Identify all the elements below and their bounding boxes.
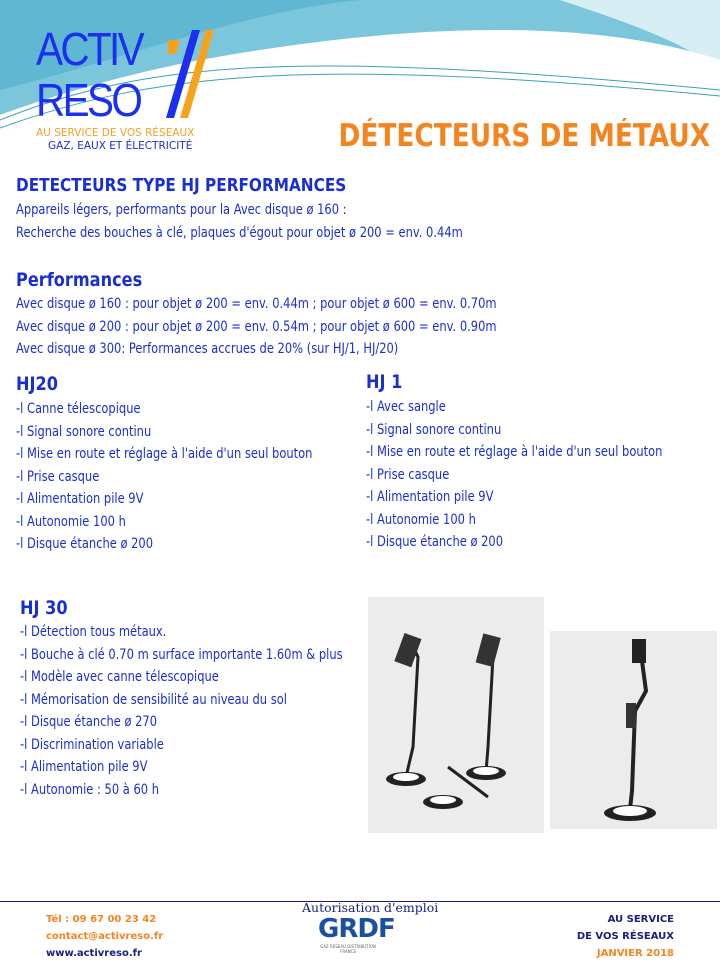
footer-email[interactable]: contact@activreso.fr bbox=[46, 931, 164, 942]
hj1-item: -l Avec sangle bbox=[366, 399, 446, 415]
hj20-item: -l Prise casque bbox=[16, 468, 100, 485]
hj1-item: -l Autonomie 100 h bbox=[366, 511, 476, 528]
logo-tagline-2: GAZ, EAUX ET ÉLECTRICITÉ bbox=[48, 140, 193, 152]
footer-date: JANVIER 2018 bbox=[596, 948, 674, 959]
hj1-item: -l Prise casque bbox=[366, 466, 450, 483]
hj30-item: -l Bouche à clé 0.70 m surface importante 1.60m & plus bbox=[20, 646, 343, 663]
hj1-item: -l Disque étanche ø 200 bbox=[366, 534, 504, 550]
hj20-heading: HJ20 bbox=[16, 373, 59, 395]
logo-slash-icon bbox=[160, 30, 220, 120]
footer-slogan-1: AU SERVICE bbox=[607, 914, 674, 925]
hj30-heading: HJ 30 bbox=[20, 597, 68, 619]
hj-detectors-photo bbox=[368, 597, 544, 833]
footer-authorization: Autorisation d'emploi bbox=[302, 900, 439, 915]
hj30-item: -l Autonomie : 50 à 60 h bbox=[20, 781, 160, 798]
footer-phone: Tél : 09 67 00 23 42 bbox=[46, 914, 157, 925]
hj1-item: -l Signal sonore continu bbox=[366, 421, 502, 438]
footer-slogan-2: DE VOS RÉSEAUX bbox=[576, 931, 674, 942]
performance-line: Avec disque ø 300: Performances accrues de 20% (sur HJ/1, HJ/20) bbox=[16, 341, 399, 357]
intro-line: Recherche des bouches à clé, plaques d'égout pour objet ø 200 = env. 0.44m bbox=[16, 224, 463, 241]
intro-text bbox=[16, 199, 463, 244]
hj1-item: -l Alimentation pile 9V bbox=[366, 489, 494, 505]
hj30-detector-photo bbox=[550, 631, 717, 829]
intro-line: Appareils légers, performants pour la Avec disque ø 160 : bbox=[16, 202, 347, 218]
hj20-item: -l Autonomie 100 h bbox=[16, 513, 126, 530]
hj20-item: -l Mise en route et réglage à l'aide d'un seul bouton bbox=[16, 446, 313, 462]
hj30-item: -l Discrimination variable bbox=[20, 736, 164, 753]
performances-text bbox=[16, 293, 497, 361]
hj20-item: -l Signal sonore continu bbox=[16, 423, 152, 440]
hj20-item: -l Alimentation pile 9V bbox=[16, 491, 144, 507]
hj1-list bbox=[366, 396, 662, 554]
intro-heading: DETECTEURS TYPE HJ PERFORMANCES bbox=[16, 175, 347, 196]
hj20-list bbox=[16, 398, 312, 556]
logo-tagline-1: AU SERVICE DE VOS RÉSEAUX bbox=[36, 127, 195, 139]
performance-line: Avec disque ø 200 : pour objet ø 200 = env. 0.54m ; pour objet ø 600 = env. 0.90m bbox=[16, 318, 497, 335]
hj30-item: -l Alimentation pile 9V bbox=[20, 759, 148, 775]
footer-website[interactable]: www.activreso.fr bbox=[46, 948, 142, 959]
hj1-item: -l Mise en route et réglage à l'aide d'un seul bouton bbox=[366, 444, 663, 460]
page-title: DÉTECTEURS DE MÉTAUX bbox=[338, 118, 710, 154]
hj1-heading: HJ 1 bbox=[366, 371, 403, 393]
hj20-item: -l Canne télescopique bbox=[16, 401, 141, 417]
logo-line1: ACTIV bbox=[36, 23, 143, 75]
hj30-item: -l Détection tous métaux. bbox=[20, 624, 167, 640]
logo-line2: RESO bbox=[36, 74, 141, 126]
hj30-item: -l Modèle avec canne télescopique bbox=[20, 669, 219, 685]
hj20-item: -l Disque étanche ø 200 bbox=[16, 536, 154, 552]
footer-contact bbox=[46, 911, 163, 962]
performances-heading: Performances bbox=[16, 269, 143, 291]
hj30-item: -l Mémorisation de sensibilité au niveau du sol bbox=[20, 691, 287, 708]
footer-right bbox=[577, 911, 674, 962]
grdf-subtitle: GAZ RÉSEAU DISTRIBUTION FRANCE bbox=[320, 944, 376, 954]
hj30-list bbox=[20, 621, 343, 801]
performance-line: Avec disque ø 160 : pour objet ø 200 = env. 0.44m ; pour objet ø 600 = env. 0.70m bbox=[16, 296, 497, 312]
grdf-logo: GRDF bbox=[318, 914, 395, 944]
hj30-item: -l Disque étanche ø 270 bbox=[20, 714, 158, 730]
